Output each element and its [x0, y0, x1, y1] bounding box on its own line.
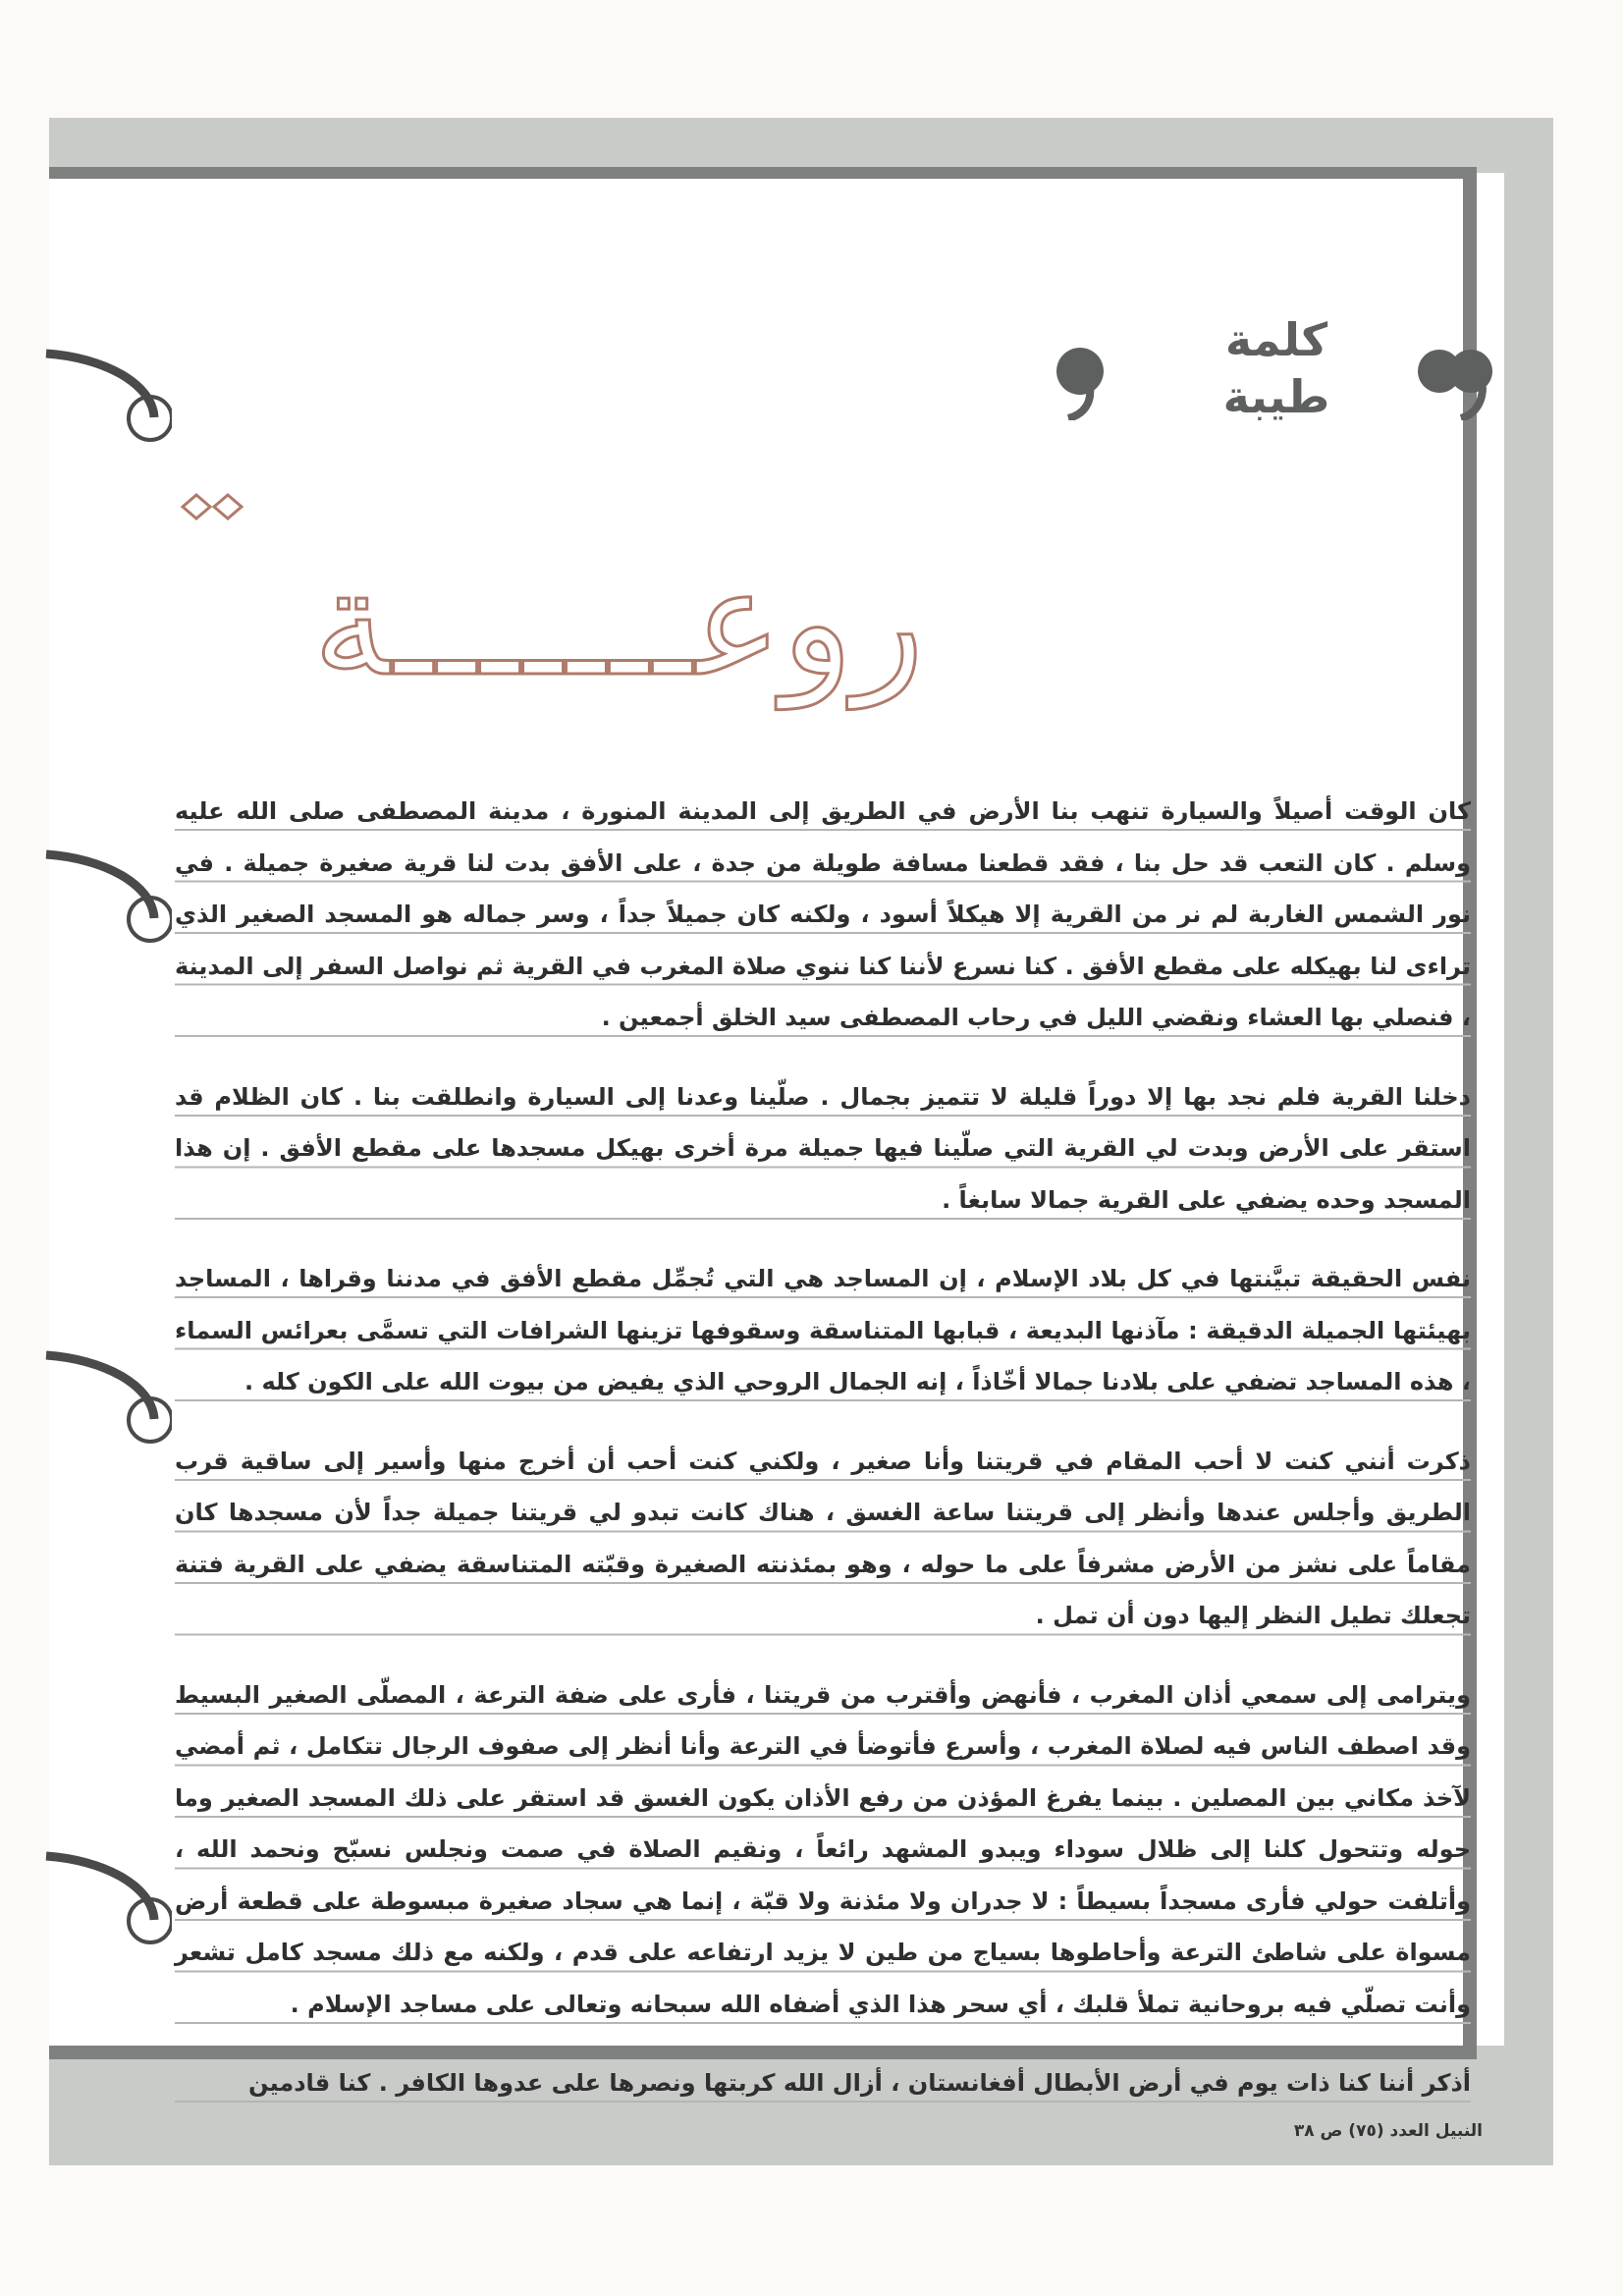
logo-line1: كلمة	[1224, 313, 1328, 366]
binder-hook-icon	[44, 845, 172, 943]
binder-hook-icon	[44, 1846, 172, 1944]
title-text: روعـــــــة	[312, 538, 925, 709]
quote-open-icon	[1051, 332, 1129, 420]
article-body	[175, 786, 1471, 2097]
quote-close-icon	[1414, 332, 1492, 420]
page-footer: النبيل العدد (٧٥) ص ٣٨	[1293, 2121, 1483, 2141]
paragraph: ذكرت أنني كنت لا أحب المقام في قريتنا وأنا صغير ، ولكني كنت أحب أن أخرج منها وأسير إلى ساقية قرب الطريق وأجلس عندها وأنظر إلى قريتنا ساعة الغسق ، هناك كانت تبدو لي قريتنا جميلة جداً لأن مسجدها كان مقاماً على نشز من الأرض مشرفاً على ما حوله ، وهو بمئذنته الصغيرة وقبّته المتناسقة يضفي على القرية فتنة تجعلك تطيل النظر إليها دون أن تمل .	[175, 1436, 1471, 1642]
logo-line2: طيبة	[1222, 370, 1330, 423]
logo-text	[1129, 312, 1424, 430]
paragraph: أذكر أننا كنا ذات يوم في أرض الأبطال أفغانستان ، أزال الله كربتها ونصرها على عدوها الكافر . كنا قادمين	[175, 2057, 1471, 2109]
article-title	[157, 491, 1080, 727]
paragraph: دخلنا القرية فلم نجد بها إلا دوراً قليلة لا تتميز بجمال . صلّينا وعدنا إلى السيارة وانطلقت بنا . كان الظلام قد استقر على الأرض وبدت لي القرية التي صلّينا فيها جميلة مرة أخرى بهيكل مسجدها على مقطع الأفق . إن هذا المسجد وحده يضفي على القرية جمالا سابغاً .	[175, 1071, 1471, 1227]
top-rule	[49, 167, 1477, 179]
binder-hook-icon	[44, 344, 172, 442]
paragraph: نفس الحقيقة تبيَّنتها في كل بلاد الإسلام ، إن المساجد هي التي تُجمِّل مقطع الأفق في مدننا وقراها ، المساجد بهيئتها الجميلة الدقيقة : مآذنها البديعة ، قبابها المتناسقة وسقوفها تزينها الشرافات التي تسمَّى بعرائس السماء ، هذه المساجد تضفي على بلادنا جمالا أخّاذاً ، إنه الجمال الروحي الذي يفيض من بيوت الله على الكون كله .	[175, 1253, 1471, 1408]
paragraph: كان الوقت أصيلاً والسيارة تنهب بنا الأرض في الطريق إلى المدينة المنورة ، مدينة المصطفى صلى الله عليه وسلم . كان التعب قد حل بنا ، فقد قطعنا مسافة طويلة من جدة ، على الأفق بدت لنا قرية صغيرة جميلة . في نور الشمس الغاربة لم نر من القرية إلا هيكلاً أسود ، ولكنه كان جميلاً جداً ، وسر جماله هو المسجد الصغير الذي تراءى لنا بهيكله على مقطع الأفق . كنا نسرع لأننا كنا ننوي صلاة المغرب في القرية ثم نواصل السفر إلى المدينة ، فنصلي بها العشاء ونقضي الليل في رحاب المصطفى سيد الخلق أجمعين .	[175, 786, 1471, 1044]
binder-hook-icon	[44, 1345, 172, 1444]
section-logo	[1051, 312, 1483, 430]
paragraph: ويترامى إلى سمعي أذان المغرب ، فأنهض وأقترب من قريتنا ، فأرى على ضفة الترعة ، المصلّى الصغير البسيط وقد اصطف الناس فيه لصلاة المغرب ، وأسرع فأتوضأ في الترعة وأنا أنظر إلى صفوف الرجال تتكامل ، ثم أمضي لآخذ مكاني بين المصلين . بينما يفرغ المؤذن من رفع الأذان يكون الغسق قد استقر على ذلك المسجد الصغير وما حوله وتتحول كلنا إلى ظلال سوداء ويبدو المشهد رائعاً ، ونقيم الصلاة في صمت ونجلس نسبّح ونحمد الله ، وأتلفت حولي فأرى مسجداً بسيطاً : لا جدران ولا مئذنة ولا قبّة ، إنما هي سجاد صغيرة مبسوطة على قطعة أرض مسواة على شاطئ الترعة وأحاطوها بسياج من طين لا يزيد ارتفاعه على قدم ، ولكنه مع ذلك مسجد كامل تشعر وأنت تصلّي فيه بروحانية تملأ قلبك ، أي سحر هذا الذي أضفاه الله سبحانه وتعالى على مساجد الإسلام .	[175, 1669, 1471, 2031]
